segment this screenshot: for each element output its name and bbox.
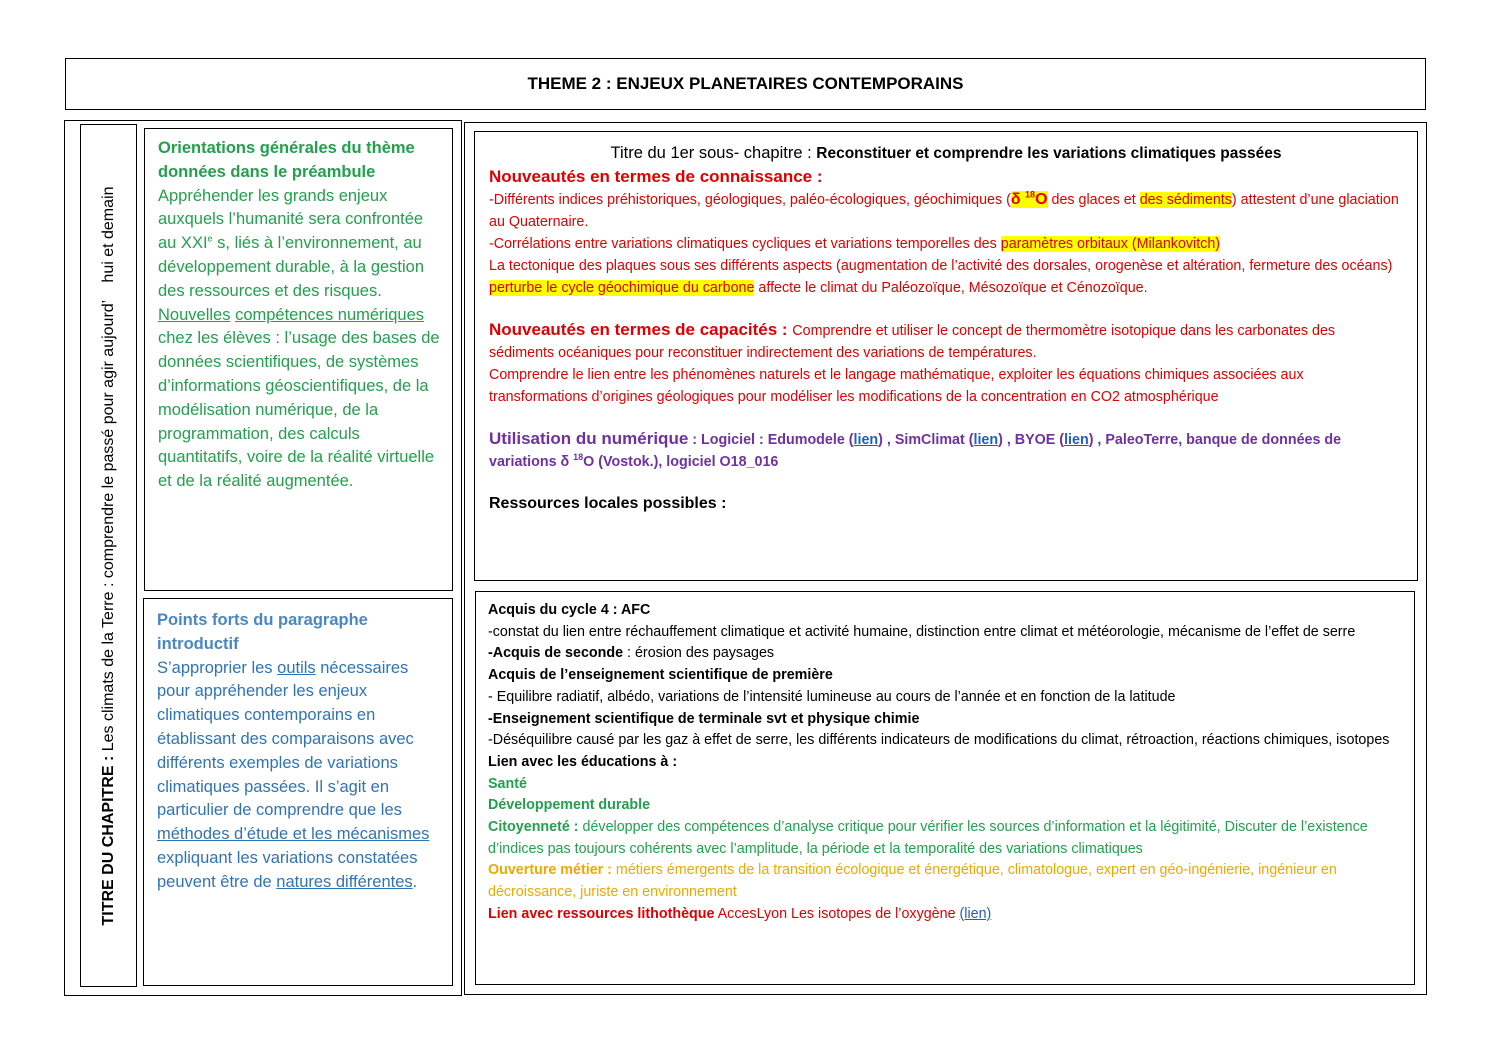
knowledge-item-3: La tectonique des plaques sous ses différents aspects (augmentation de l’activité des dorsales, orogenèse et altération, fermeture des océans) perturbe le cycle géochimique du carbone affecte le climat du Paléozoïque, Mésozoïque et Cénozoïque.	[489, 258, 1393, 296]
acquis-cycle4: Acquis du cycle 4 : AFC	[488, 602, 651, 618]
knowledge-heading: Nouveautés en termes de connaissance :	[489, 167, 823, 186]
acquis-cycle4-text: -constat du lien entre réchauffement climatique et activité humaine, distinction entre climat et météorologie, mécanisme de l’effet de serre	[488, 623, 1356, 640]
acquis-box	[475, 591, 1415, 985]
local-resources: Ressources locales possibles :	[489, 495, 727, 512]
orientations-heading: Orientations générales du thème données dans le préambule	[158, 139, 415, 181]
education-sante: Santé	[488, 775, 527, 792]
knowledge-item-1: -Différents indices préhistoriques, géologiques, paléo-écologiques, géochimiques (δ $^{18}$O des glaces et des sédiments) attestent d’une glaciation au Quaternaire.	[489, 189, 1399, 230]
theme-header	[65, 58, 1426, 110]
edumodele-link[interactable]: lien	[853, 432, 879, 448]
knowledge-item-2: -Corrélations entre variations climatiques cycliques et variations temporelles des paramètres orbitaux (Milankovitch)	[489, 236, 1221, 252]
chapter-title	[100, 131, 118, 981]
orientations-box	[144, 128, 453, 591]
acquis-premiere: Acquis de l’enseignement scientifique de première	[488, 667, 833, 684]
numeric-usage: Utilisation du numérique : Logiciel : Edumodele (lien) , SimClimat (lien) , BYOE (lien) , PaleoTerre, banque de données de variations δ $^{18}$O (Vostok.), logiciel O18_016	[489, 429, 1342, 470]
subchapter-1-box	[474, 131, 1418, 581]
simclimat-link[interactable]: lien	[973, 432, 999, 448]
lithotheque: Lien avec ressources lithothèque AccesLyon Les isotopes de l’oxygène (lien)	[488, 905, 992, 922]
ouverture-metier: Ouverture métier : métiers émergents de la transition écologique et énergétique, climatologue, expert en géo-ingénierie, ingénieur en décroissance, juriste en environnement	[488, 862, 1337, 901]
chapter-title-box	[80, 124, 137, 987]
acquis-terminale: -Enseignement scientifique de terminale svt et physique chimie	[488, 710, 920, 727]
acquis-terminale-text: -Déséquilibre causé par les gaz à effet de serre, les différents indicateurs de modifications du climat, rétroaction, réactions chimiques, isotopes	[488, 732, 1390, 749]
capacities-2: Comprendre le lien entre les phénomènes naturels et le langage mathématique, exploiter les équations chimiques associées aux transformations d’origines géologiques pour modéliser les modifications de la concentration en CO2 atmosphérique	[489, 367, 1304, 405]
chapter-text: Les climats de la Terre : comprendre le passé pour agir aujourd’ hui et demain	[99, 186, 117, 756]
education-citoyennete: Citoyenneté : développer des compétences d’analyse critique pour vérifier les sources d’information et la légitimité, Discuter de l’existence d’indices pas toujours cohérents avec l’amplitude, la période et la temporalité des variations climatiques	[488, 819, 1368, 857]
acquis-seconde: -Acquis de seconde : érosion des paysages	[488, 645, 775, 662]
theme-title: THEME 2 : ENJEUX PLANETAIRES CONTEMPORAINS	[527, 74, 964, 93]
points-forts-box	[143, 598, 453, 986]
orientations-numeric: Nouvelles compétences numériques chez les élèves : l’usage des bases de données scientifiques, de systèmes d’informations géoscientifiques, de la modélisation numérique, de la programmation, des calculs quantitatifs, voire de la réalité virtuelle et de la réalité augmentée.	[158, 305, 440, 491]
points-forts-body: S’approprier les outils nécessaires pour appréhender les enjeux climatiques contemporains en établissant des comparaisons avec différents exemples de variations climatiques passées. Il s’agit en particulier de comprendre que les méthodes d’étude et les mécanismes expliquant les variations constatées peuvent être de natures différentes.	[157, 658, 430, 891]
chapter-label: TITRE DU CHAPITRE :	[99, 755, 117, 925]
acquis-premiere-text: - Equilibre radiatif, albédo, variations de l’intensité lumineuse au cours de l’année et en fonction de la latitude	[488, 688, 1176, 705]
capacities: Nouveautés en termes de capacités : Comprendre et utiliser le concept de thermomètre isotopique dans les carbonates des sédiments océaniques pour reconstituer indirectement des variations de températures.	[489, 320, 1336, 361]
education-developpement: Développement durable	[488, 797, 651, 814]
orientations-body: Appréhender les grands enjeux auxquels l’humanité sera confrontée au XXIe s, liés à l’environnement, au développement durable, à la gestion des ressources et des risques.	[158, 186, 425, 300]
lien-educations: Lien avec les éducations à :	[488, 753, 678, 770]
isotopes-link[interactable]: (lien)	[959, 905, 992, 922]
byoe-link[interactable]: lien	[1064, 432, 1089, 448]
points-forts-heading: Points forts du paragraphe introductif	[157, 611, 368, 653]
subchapter-1-title: Titre du 1er sous- chapitre : Reconstituer et comprendre les variations climatiques passées	[610, 144, 1282, 162]
